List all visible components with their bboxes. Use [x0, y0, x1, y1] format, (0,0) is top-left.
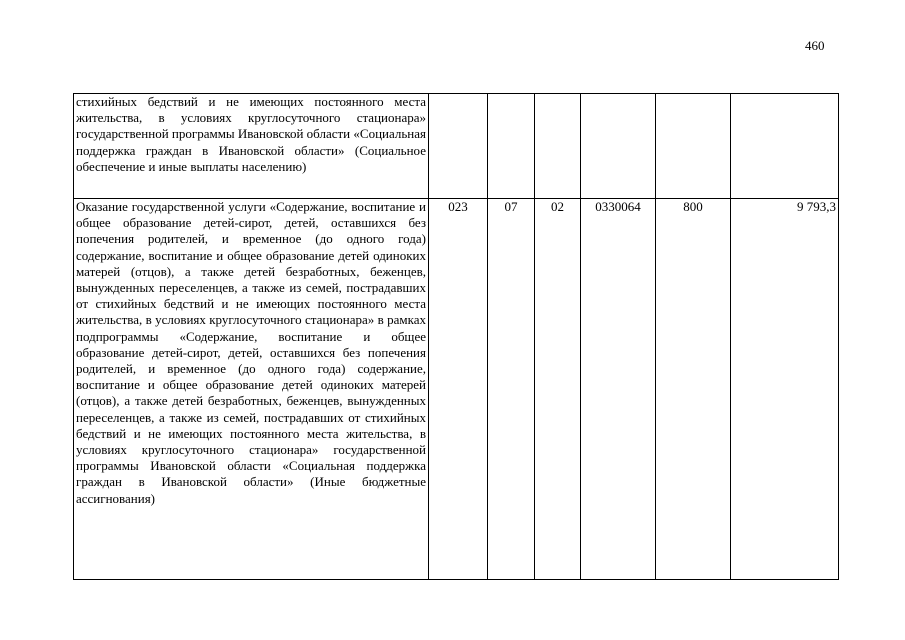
amount-cell — [731, 94, 839, 199]
subsection-code-cell — [535, 94, 581, 199]
expense-type-cell: 800 — [656, 199, 731, 580]
ministry-code-cell: 023 — [429, 199, 488, 580]
budget-table — [73, 93, 839, 580]
section-code-cell: 07 — [488, 199, 535, 580]
target-article-cell — [581, 94, 656, 199]
expense-type-cell — [656, 94, 731, 199]
table-row — [74, 94, 839, 199]
description-cell: стихийных бедствий и не имеющих постоянного места жительства, в условиях круглосуточного стационара» государственной программы Ивановской области «Социальная поддержка граждан в Ивановской области» (Социальное обеспечение и иные выплаты населению) — [74, 94, 429, 199]
target-article-cell: 0330064 — [581, 199, 656, 580]
page-number: 460 — [805, 38, 825, 53]
amount-cell: 9 793,3 — [731, 199, 839, 580]
section-code-cell — [488, 94, 535, 199]
table-row — [74, 199, 839, 580]
description-cell: Оказание государственной услуги «Содержание, воспитание и общее образование детей-сирот, детей, оставшихся без попечения родителей, и временное (до одного года) содержание, воспитание и общее образование детей одиноких матерей (отцов), а также детей безработных, беженцев, вынужденных переселенцев, а также из семей, пострадавших от стихийных бедствий и не имеющих постоянного места жительства, в условиях круглосуточного стационара» в рамках подпрограммы «Содержание, воспитание и общее образование детей-сирот, детей, оставшихся без попечения родителей, и временное (до одного года) содержание, воспитание и общее образование детей одиноких матерей (отцов), а также детей безработных, беженцев, вынужденных переселенцев, а также из семей, пострадавших от стихийных бедствий и не имеющих постоянного места жительства, в условиях круглосуточного стационара» государственной программы Ивановской области «Социальная поддержка граждан в Ивановской области» (Иные бюджетные ассигнования) — [74, 199, 429, 580]
ministry-code-cell — [429, 94, 488, 199]
subsection-code-cell: 02 — [535, 199, 581, 580]
